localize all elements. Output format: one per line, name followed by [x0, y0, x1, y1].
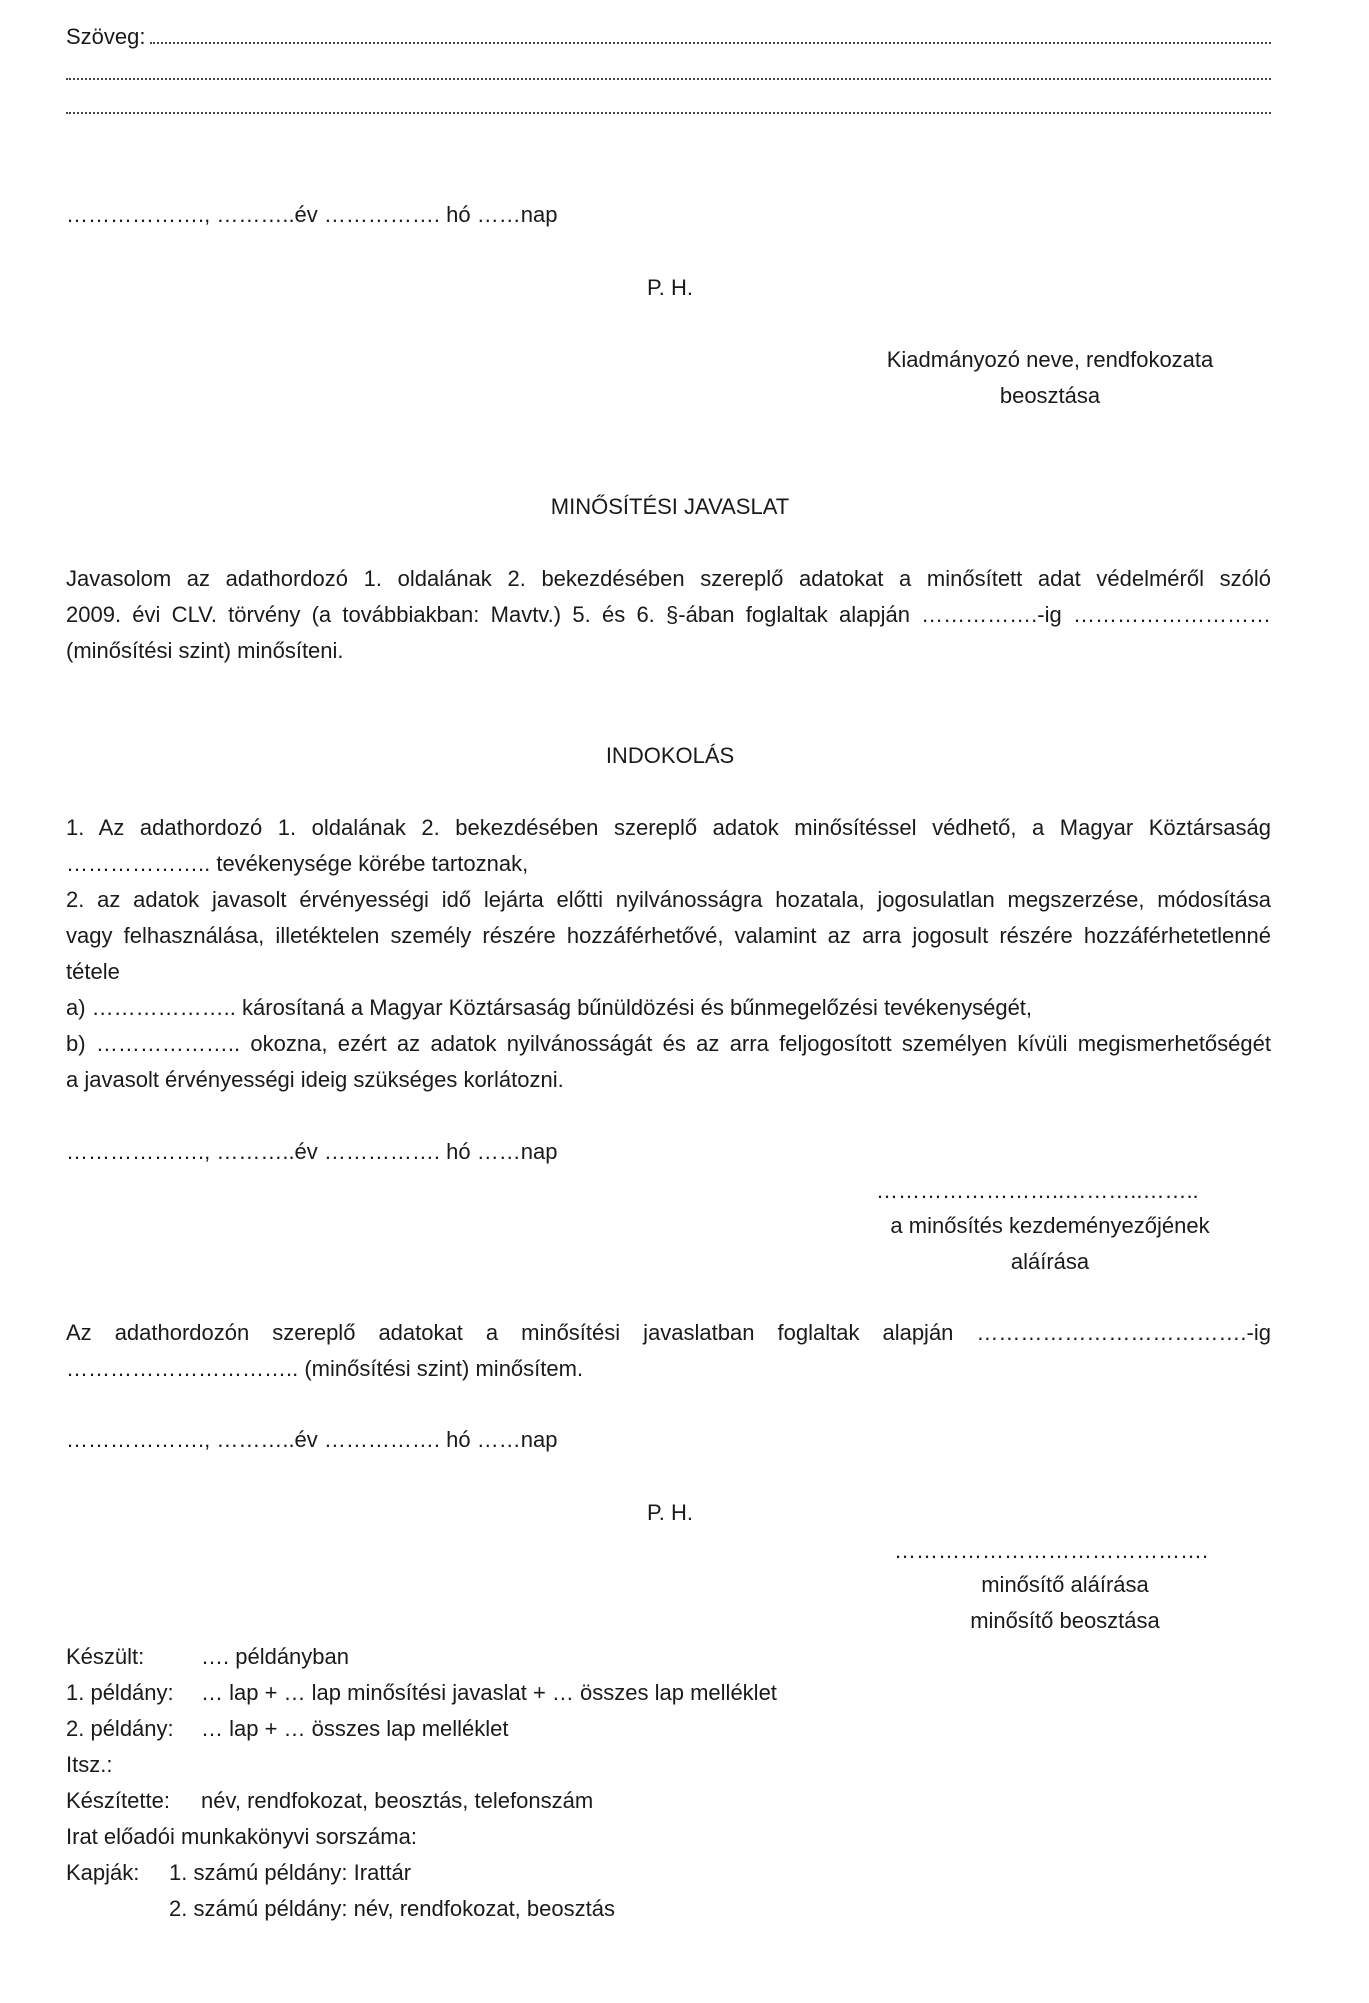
footer-kapjak-label: Kapják:	[66, 1860, 140, 1885]
text-dotted-line-3	[66, 112, 1271, 114]
proposal-line-2: 2009. évi CLV. törvény (a továbbiakban: Mavtv.) 5. és 6. §-ában foglaltak alapján …………….-ig ………………………	[66, 602, 1271, 627]
stamp-ph-2: P. H.	[646, 1500, 694, 1525]
footer-itsz-label: Itsz.:	[66, 1752, 113, 1777]
footer-keszitette	[66, 1783, 593, 1819]
initiator-signature-line-1: a minősítés kezdeményezőjének	[890, 1213, 1210, 1238]
decision-line-2: ………………………….. (minősítési szint) minősítem.	[66, 1356, 584, 1381]
footer-kapjak-2: 2. számú példány: név, rendfokozat, beosztás	[169, 1896, 615, 1921]
initiator-signature-dots: ……………………..………..……..	[876, 1178, 1199, 1203]
footer-keszitette-value: név, rendfokozat, beosztás, telefonszám	[201, 1788, 594, 1813]
szoveg-label: Szöveg:	[66, 24, 146, 49]
date-line-2: ………………., ………..év ……………. hó ……nap	[66, 1139, 558, 1164]
proposal-line-3: (minősítési szint) minősíteni.	[66, 638, 344, 663]
classifier-signature-line-2: minősítő beosztása	[970, 1608, 1160, 1633]
footer-copy-1	[66, 1675, 777, 1711]
footer-copy-2-value: … lap + … összes lap melléklet	[201, 1716, 509, 1741]
footer-keszitette-label: Készítette:	[66, 1788, 170, 1813]
date-line-1: ………………., ………..év ……………. hó ……nap	[66, 202, 558, 227]
justification-p1-line-2: ……………….. tevékenysége körébe tartoznak,	[66, 851, 529, 876]
footer-keszult	[66, 1639, 349, 1675]
justification-title: INDOKOLÁS	[605, 743, 735, 768]
footer-kapjak	[66, 1855, 411, 1891]
justification-p2-line-3: tétele	[66, 959, 120, 984]
footer-keszult-value: …. példányban	[201, 1644, 349, 1669]
footer-keszult-label: Készült:	[66, 1644, 145, 1669]
justification-p2-line-2: vagy felhasználása, illetéktelen személy részére hozzáférhetővé, valamint az arra jogosult részére hozzáférhetetlenné	[66, 923, 1271, 948]
justification-item-a: a) ……………….. károsítaná a Magyar Köztársaság bűnüldözési és bűnmegelőzési tevékenységét,	[66, 995, 1033, 1020]
stamp-ph-1: P. H.	[646, 275, 694, 300]
footer-copy-2-label: 2. példány:	[66, 1716, 174, 1741]
issuer-name-rank: Kiadmányozó neve, rendfokozata	[886, 347, 1214, 372]
initiator-signature-line-2: aláírása	[1010, 1249, 1090, 1274]
issuer-position: beosztása	[999, 383, 1101, 408]
footer-copy-1-label: 1. példány:	[66, 1680, 174, 1705]
proposal-line-1: Javasolom az adathordozó 1. oldalának 2. bekezdésében szereplő adatokat a minősített adat védelméről szóló	[66, 566, 1271, 591]
footer-kapjak-1: 1. számú példány: Irattár	[169, 1860, 412, 1885]
proposal-title: MINŐSÍTÉSI JAVASLAT	[550, 494, 790, 519]
justification-item-b-line-2: a javasolt érvényességi ideig szükséges korlátozni.	[66, 1067, 564, 1092]
text-dotted-line-2	[66, 78, 1271, 80]
date-line-3: ………………., ………..év ……………. hó ……nap	[66, 1427, 558, 1452]
footer-irat-label: Irat előadói munkakönyvi sorszáma:	[66, 1824, 417, 1849]
justification-p1-line-1: 1. Az adathordozó 1. oldalának 2. bekezdésében szereplő adatok minősítéssel védhető, a Magyar Köztársaság	[66, 815, 1271, 840]
classifier-signature-dots: …………………………………….	[894, 1538, 1209, 1563]
classifier-signature-line-1: minősítő aláírása	[981, 1572, 1149, 1597]
justification-item-b-line-1: b) ……………….. okozna, ezért az adatok nyilvánosságát és az arra feljogosított személyen kívüli megismerhetőségét	[66, 1031, 1271, 1056]
footer-copy-2	[66, 1711, 509, 1747]
decision-line-1: Az adathordozón szereplő adatokat a minősítési javaslatban foglaltak alapján ……………………………….-ig	[66, 1320, 1271, 1345]
justification-p2-line-1: 2. az adatok javasolt érvényességi idő lejárta előtti nyilvánosságra hozatala, jogosulatlan megszerzése, módosítása	[66, 887, 1271, 912]
text-dotted-line-1	[150, 42, 1271, 44]
footer-copy-1-value: … lap + … lap minősítési javaslat + … összes lap melléklet	[201, 1680, 777, 1705]
